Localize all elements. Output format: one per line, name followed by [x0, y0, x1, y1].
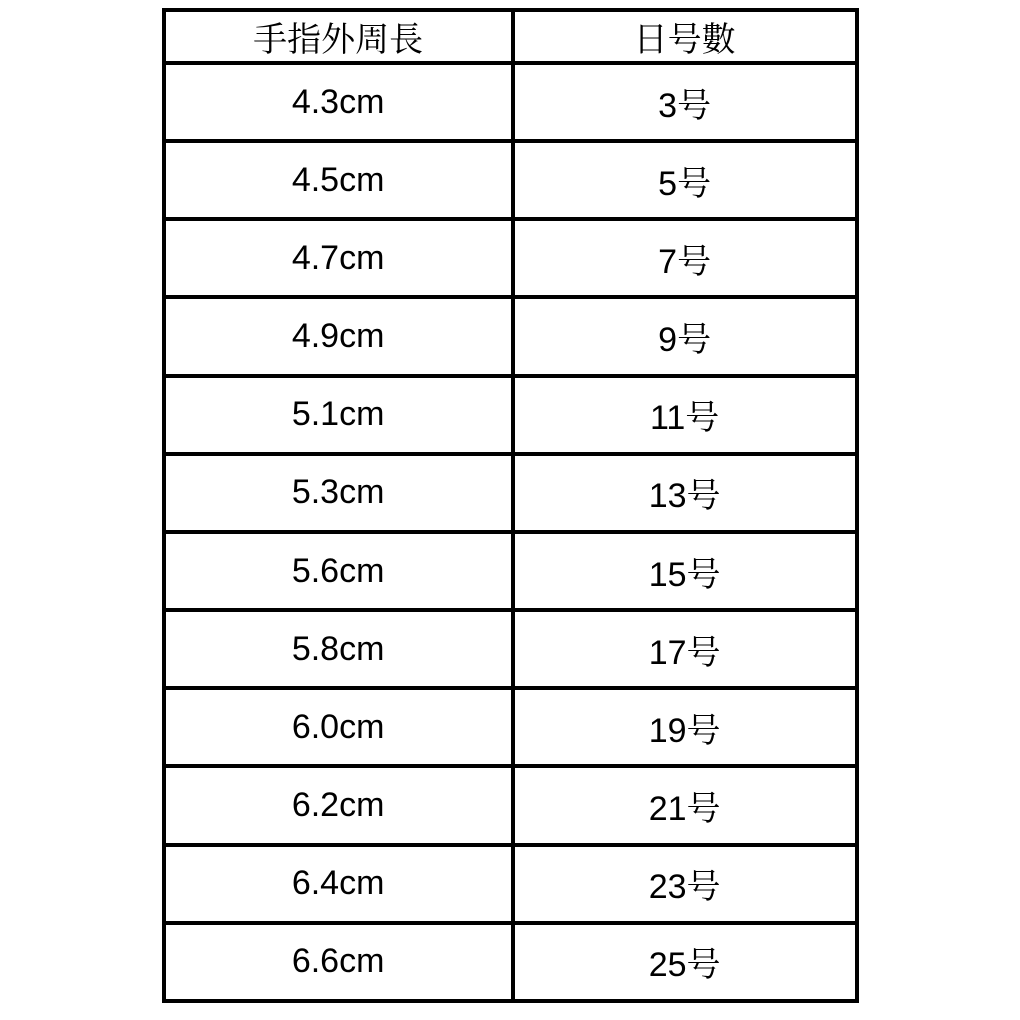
ring-size-table	[162, 8, 859, 1003]
circumference-cell: 6.0cm	[164, 688, 513, 766]
table-body	[164, 63, 857, 1001]
circumference-cell: 5.8cm	[164, 610, 513, 688]
circumference-cell: 4.7cm	[164, 219, 513, 297]
jp-size-cell: 21号	[513, 766, 857, 844]
table-row	[164, 688, 857, 766]
circumference-cell: 4.9cm	[164, 297, 513, 375]
jp-size-cell: 13号	[513, 454, 857, 532]
table-row	[164, 297, 857, 375]
jp-size-cell: 11号	[513, 376, 857, 454]
table-row	[164, 766, 857, 844]
circumference-cell: 5.6cm	[164, 532, 513, 610]
table-row	[164, 454, 857, 532]
jp-size-cell: 3号	[513, 63, 857, 141]
table-row	[164, 610, 857, 688]
table-header	[164, 10, 857, 63]
jp-size-cell: 23号	[513, 845, 857, 923]
table-row	[164, 532, 857, 610]
table-row	[164, 923, 857, 1001]
header-row	[164, 10, 857, 63]
table-row	[164, 845, 857, 923]
header-circumference: 手指外周長	[164, 10, 513, 63]
circumference-cell: 4.5cm	[164, 141, 513, 219]
table-row	[164, 63, 857, 141]
jp-size-cell: 17号	[513, 610, 857, 688]
jp-size-cell: 25号	[513, 923, 857, 1001]
header-jp-size: 日号數	[513, 10, 857, 63]
jp-size-cell: 9号	[513, 297, 857, 375]
circumference-cell: 4.3cm	[164, 63, 513, 141]
table-row	[164, 376, 857, 454]
circumference-cell: 6.2cm	[164, 766, 513, 844]
jp-size-cell: 7号	[513, 219, 857, 297]
table-row	[164, 141, 857, 219]
circumference-cell: 6.6cm	[164, 923, 513, 1001]
jp-size-cell: 5号	[513, 141, 857, 219]
circumference-cell: 5.1cm	[164, 376, 513, 454]
circumference-cell: 5.3cm	[164, 454, 513, 532]
jp-size-cell: 19号	[513, 688, 857, 766]
table-row	[164, 219, 857, 297]
circumference-cell: 6.4cm	[164, 845, 513, 923]
jp-size-cell: 15号	[513, 532, 857, 610]
